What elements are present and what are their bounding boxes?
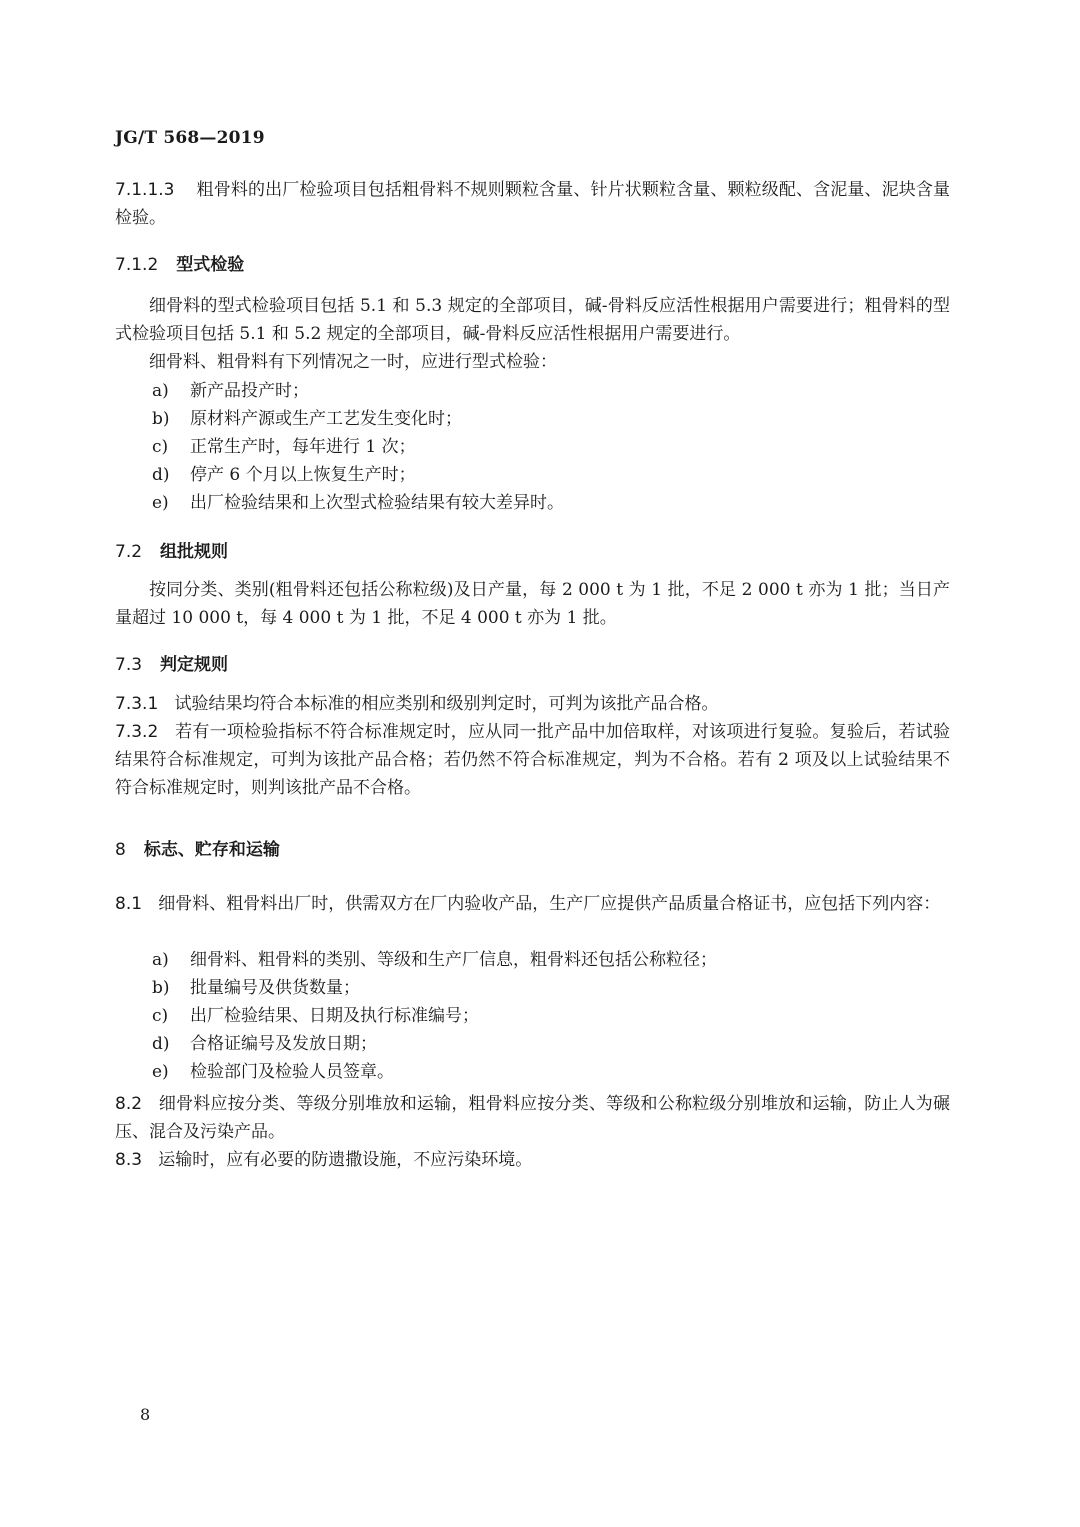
heading-number: 8	[115, 840, 126, 860]
clause-8-3	[115, 1146, 950, 1174]
list-text: 细骨料、粗骨料的类别、等级和生产厂信息，粗骨料还包括公称粒径；	[190, 950, 717, 970]
clause-number: 8.2	[115, 1094, 143, 1114]
clause-7-3-1	[115, 690, 950, 718]
list-item	[152, 405, 462, 433]
clause-text: 运输时，应有必要的防遗撒设施，不应污染环境。	[158, 1150, 533, 1170]
clause-number: 7.3.1	[115, 694, 159, 714]
list-marker: a)	[152, 950, 169, 970]
list-marker: d)	[152, 1034, 170, 1054]
heading-title: 判定规则	[160, 655, 229, 675]
clause-7-1-1-3	[115, 176, 950, 232]
list-item	[152, 377, 309, 405]
page-number: 8	[140, 1405, 151, 1424]
list-item	[152, 433, 416, 461]
list-marker: c)	[152, 1006, 169, 1026]
list-marker: a)	[152, 381, 169, 401]
heading-8	[115, 835, 280, 860]
heading-7-3	[115, 650, 228, 675]
clause-text: 试验结果均符合本标准的相应类别和级别判定时，可判为该批产品合格。	[174, 694, 719, 714]
clause-number: 8.3	[115, 1150, 143, 1170]
paragraph-type-test-conditions: 细骨料、粗骨料有下列情况之一时，应进行型式检验：	[149, 352, 557, 372]
document-code-header: JG/T 568—2019	[115, 128, 265, 148]
list-item	[152, 974, 360, 1002]
list-item	[152, 946, 717, 974]
clause-text: 细骨料、粗骨料出厂时，供需双方在厂内验收产品，生产厂应提供产品质量合格证书，应包括下列内容：	[158, 894, 941, 914]
list-marker: b)	[152, 978, 170, 998]
heading-title: 型式检验	[176, 255, 245, 275]
paragraph-batch-rules: 按同分类、类别(粗骨料还包括公称粒级)及日产量，每 2 000 t 为 1 批，不足 2 000 t 亦为 1 批；当日产量超过 10 000 t，每 4 000 t 为 1 批，不足 4 000 t 亦为 1 批。	[115, 580, 950, 628]
list-text: 停产 6 个月以上恢复生产时；	[190, 465, 416, 485]
list-item	[152, 489, 564, 517]
list-text: 检验部门及检验人员签章。	[190, 1062, 394, 1082]
list-marker: c)	[152, 437, 169, 457]
clause-text: 细骨料应按分类、等级分别堆放和运输，粗骨料应按分类、等级和公称粒级分别堆放和运输，防止人为碾压、混合及污染产品。	[115, 1094, 950, 1142]
heading-7-1-2	[115, 250, 244, 275]
heading-number: 7.2	[115, 542, 143, 562]
heading-title: 标志、贮存和运输	[143, 840, 280, 860]
clause-text: 若有一项检验指标不符合标准规定时，应从同一批产品中加倍取样，对该项进行复验。复验后，若试验结果符合标准规定，可判为该批产品合格；若仍然不符合标准规定，判为不合格。若有 2 项及以上试验结果不符合标准规定时，则判该批产品不合格。	[115, 722, 950, 798]
list-text: 合格证编号及发放日期；	[190, 1034, 377, 1054]
list-text: 出厂检验结果、日期及执行标准编号；	[190, 1006, 479, 1026]
list-marker: e)	[152, 1062, 169, 1082]
list-item	[152, 1030, 377, 1058]
list-text: 批量编号及供货数量；	[190, 978, 360, 998]
clause-8-2	[115, 1090, 950, 1146]
list-text: 新产品投产时；	[190, 381, 309, 401]
clause-number: 8.1	[115, 894, 143, 914]
list-marker: e)	[152, 493, 169, 513]
clause-7-3-2	[115, 718, 950, 802]
heading-number: 7.1.2	[115, 255, 159, 275]
list-text: 出厂检验结果和上次型式检验结果有较大差异时。	[190, 493, 564, 513]
list-text: 原材料产源或生产工艺发生变化时；	[190, 409, 462, 429]
clause-number: 7.3.2	[115, 722, 159, 742]
list-marker: b)	[152, 409, 170, 429]
paragraph-type-test-items: 细骨料的型式检验项目包括 5.1 和 5.3 规定的全部项目，碱-骨料反应活性根据用户需要进行；粗骨料的型式检验项目包括 5.1 和 5.2 规定的全部项目，碱-骨料反应活性根据用户需要进行。	[115, 296, 950, 344]
heading-7-2	[115, 537, 228, 562]
list-item	[152, 1058, 394, 1086]
list-item	[152, 1002, 479, 1030]
list-marker: d)	[152, 465, 170, 485]
list-text: 正常生产时，每年进行 1 次；	[190, 437, 416, 457]
clause-number: 7.1.1.3	[115, 180, 175, 200]
list-item	[152, 461, 416, 489]
clause-text: 粗骨料的出厂检验项目包括粗骨料不规则颗粒含量、针片状颗粒含量、颗粒级配、含泥量、泥块含量检验。	[115, 180, 950, 228]
clause-8-1	[115, 890, 950, 918]
heading-number: 7.3	[115, 655, 143, 675]
heading-title: 组批规则	[160, 542, 229, 562]
